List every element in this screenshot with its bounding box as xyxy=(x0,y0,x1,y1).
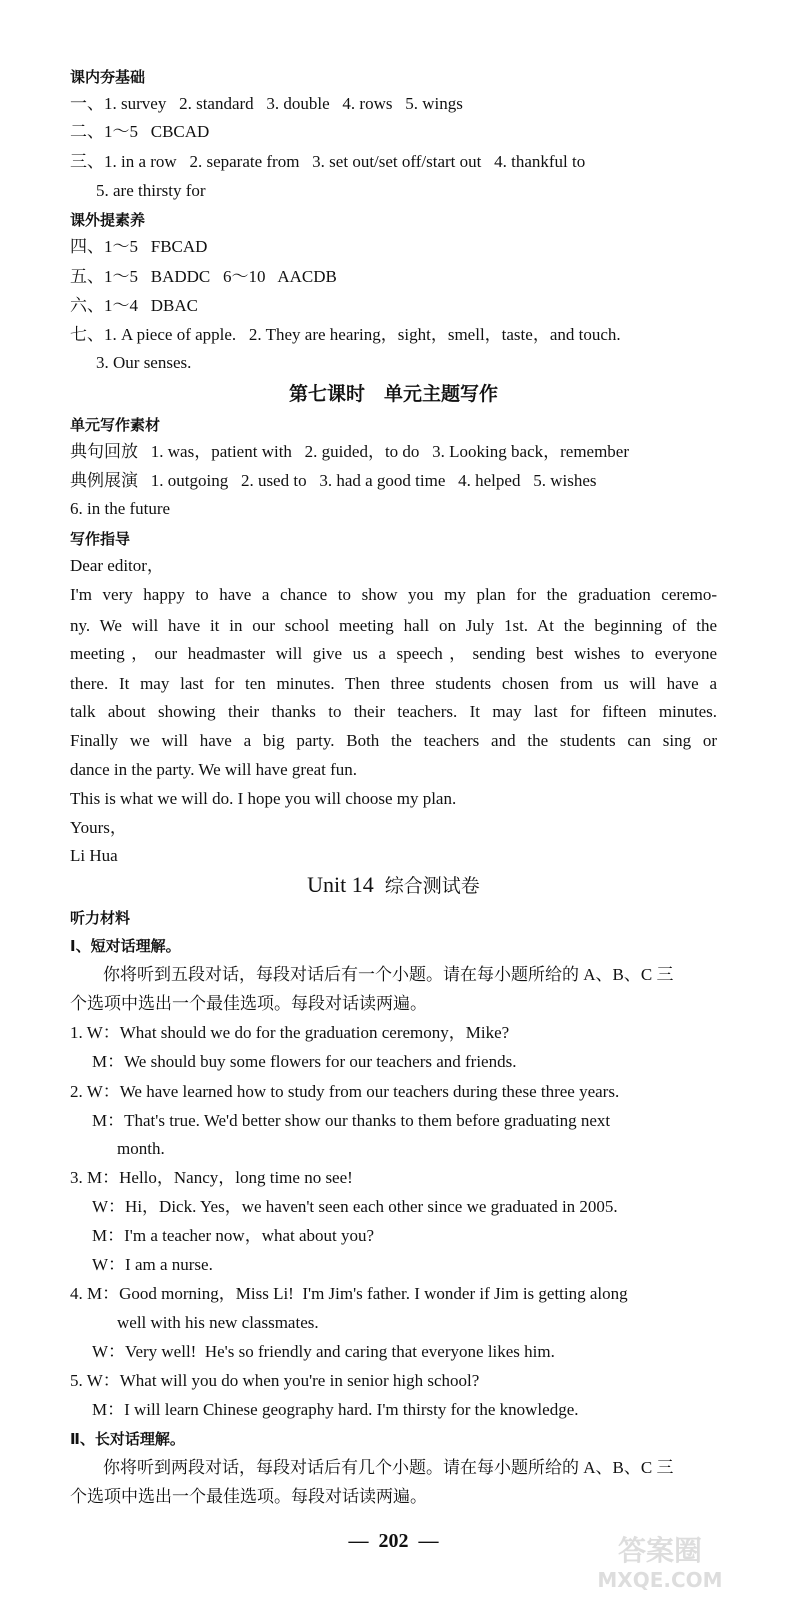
dialogue-line: 1. W：What should we do for the graduation ceremony，Mike? xyxy=(70,1023,510,1042)
letter-line: ny. We will have it in our school meeting hall on July 1st. At the beginning of the xyxy=(70,616,717,635)
dialogue-line: M：I'm a teacher now，what about you? xyxy=(92,1226,375,1245)
dialogue-line: W：I am a nurse. xyxy=(92,1255,213,1274)
section-heading: Ⅱ、长对话理解。 xyxy=(70,1430,185,1448)
dialogue-line: 5. W：What will you do when you're in senior high school? xyxy=(70,1371,480,1390)
dialogue-line: W：Hi，Dick. Yes，we haven't seen each other since we graduated in 2005. xyxy=(92,1197,618,1216)
dialogue-line: M：I will learn Chinese geography hard. I'm thirsty for the knowledge. xyxy=(92,1400,579,1419)
answer-line: 一、1. survey 2. standard 3. double 4. rows 5. wings xyxy=(70,94,463,113)
answer-line: 七、1. A piece of apple. 2. They are hearing，sight，smell，taste，and touch. xyxy=(70,325,621,344)
letter-line: talk about showing their thanks to their teachers. It may last for fifteen minutes. xyxy=(70,702,717,721)
answer-line: 三、1. in a row 2. separate from 3. set out/set off/start out 4. thankful to xyxy=(70,152,586,171)
dialogue-line: W：Very well! He's so friendly and caring that everyone likes him. xyxy=(92,1342,555,1361)
unit-title xyxy=(0,874,787,898)
letter-line: there. It may last for ten minutes. Then three students chosen from us will have a xyxy=(70,674,717,693)
dialogue-line: M：That's true. We'd better show our thanks to them before graduating next xyxy=(92,1111,611,1130)
answer-line: 六、1～4 DBAC xyxy=(70,296,198,315)
letter-line: Finally we will have a big party. Both the teachers and the students can sing or xyxy=(70,731,717,750)
answer-line: 典例展演 1. outgoing 2. used to 3. had a good time 4. helped 5. wishes xyxy=(70,471,597,490)
letter-line: dance in the party. We will have great fun. xyxy=(70,760,358,779)
answer-line: 典句回放 1. was，patient with 2. guided，to do 3. Looking back，remember xyxy=(70,442,630,461)
letter-greeting: Dear editor， xyxy=(70,556,164,575)
lesson-title: 第七课时 单元主题写作 xyxy=(288,383,498,405)
dialogue-line: M：We should buy some flowers for our teachers and friends. xyxy=(92,1052,517,1071)
unit-title-text: 综合测试卷 xyxy=(384,876,480,897)
answer-line: 3. Our senses. xyxy=(96,353,192,372)
letter-line: I'm very happy to have a chance to show you my plan for the graduation ceremo- xyxy=(70,585,717,604)
section-heading: 听力材料 xyxy=(70,909,131,927)
instruction-line: 你将听到五段对话，每段对话后有一个小题。请在每小题所给的 A、B、C 三 xyxy=(103,965,674,984)
watermark-cn: 答案圈 xyxy=(617,1534,703,1567)
answer-line: 5. are thirsty for xyxy=(96,181,206,200)
dialogue-line: 4. M：Good morning，Miss Li! I'm Jim's father. I wonder if Jim is getting along xyxy=(70,1284,628,1303)
dialogue-line: well with his new classmates. xyxy=(117,1313,319,1332)
section-heading: 单元写作素材 xyxy=(70,416,161,434)
answer-line: 二、1～5 CBCAD xyxy=(70,122,210,141)
letter-signature: Li Hua xyxy=(70,846,118,865)
answer-line: 四、1～5 FBCAD xyxy=(70,237,208,256)
section-heading: 课外提素养 xyxy=(70,211,146,229)
letter-line: This is what we will do. I hope you will choose my plan. xyxy=(70,789,457,808)
page-number: — 202 — xyxy=(348,1530,439,1552)
letter-closing: Yours， xyxy=(70,818,127,837)
watermark-en: MXQE.COM xyxy=(597,1568,723,1592)
answer-line: 6. in the future xyxy=(70,499,171,518)
section-heading: 写作指导 xyxy=(70,530,131,548)
dialogue-line: month. xyxy=(117,1139,165,1158)
dialogue-line: 3. M：Hello，Nancy，long time no see! xyxy=(70,1168,353,1187)
watermark-logo xyxy=(555,1530,765,1592)
instruction-line: 你将听到两段对话，每段对话后有几个小题。请在每小题所给的 A、B、C 三 xyxy=(103,1458,674,1477)
answer-line: 五、1～5 BADDC 6～10 AACDB xyxy=(70,267,337,286)
section-heading: Ⅰ、短对话理解。 xyxy=(70,937,181,955)
instruction-line: 个选项中选出一个最佳选项。每段对话读两遍。 xyxy=(70,994,427,1013)
dialogue-line: 2. W：We have learned how to study from our teachers during these three years. xyxy=(70,1082,620,1101)
letter-line: meeting，our headmaster will give us a speech，sending best wishes to everyone xyxy=(70,644,717,663)
section-heading: 课内夯基础 xyxy=(70,68,146,86)
instruction-line: 个选项中选出一个最佳选项。每段对话读两遍。 xyxy=(70,1487,427,1506)
unit-title-number: Unit 14 xyxy=(307,872,374,897)
